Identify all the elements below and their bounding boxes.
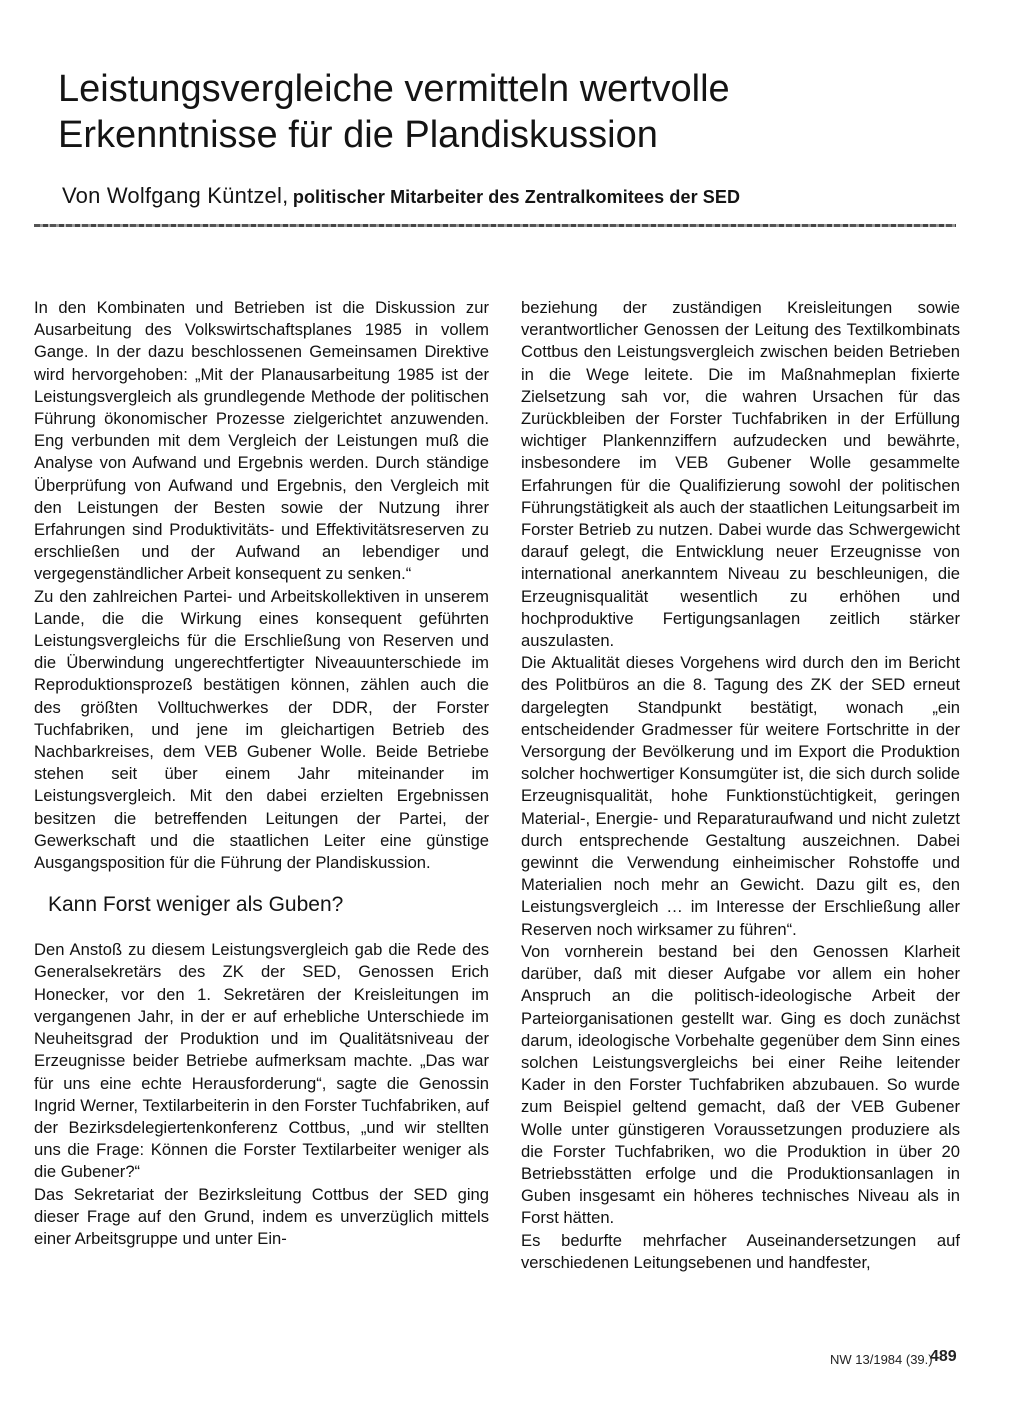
section-heading: Kann Forst weniger als Guben? — [48, 893, 344, 917]
right-paragraph-3: Von vornherein bestand bei den Genossen Klarheit darüber, daß mit dieser Aufgabe vor allem ein hoher Anspruch an die politisch-ideologische Arbeit der Parteiorganisationen gestellt war. Ging es doch zunächst darum, ideologische Vorbehalte gegenüber dem Sinn eines solchen Leistungsvergleichs bei einer Reihe leitender Kader in den Forster Tuchfabriken abzubauen. So wurde zum Beispiel geltend gemacht, daß der VEB Gubener Wolle unter günstigeren Voraussetzungen produziere als die Forster Tuchfabriken, wo die Produktion in über 20 Betriebsstätten erfolge und die Produktionsanlagen in Guben insgesamt ein höheres technisches Niveau als in Forst hätten. — [521, 941, 960, 1228]
left-paragraph-1: In den Kombinaten und Betrieben ist die Diskussion zur Ausarbeitung des Volkswirtschaftsplanes 1985 in vollem Gange. In der dazu beschlossenen Gemeinsamen Direktive wird hervorgehoben: „Mit der Planausarbeitung 1985 ist der Leistungsvergleich als grundlegende Methode der politischen Führung ökonomischer Prozesse zielgerichtet anzuwenden. Eng verbunden mit dem Vergleich der Leistungen muß die Analyse von Aufwand und Ergebnis werden. Durch ständige Überprüfung von Aufwand und Ergebnis, den Vergleich mit den Leistungen der Besten sowie der Nutzung ihrer Erfahrungen sind Produktivitäts- und Effektivitätsreserven zu erschließen und der Aufwand an lebendiger und vergegenständlicher Arbeit konsequent zu senken.“ — [34, 298, 489, 584]
title-divider — [34, 224, 956, 227]
right-paragraph-2: Die Aktualität dieses Vorgehens wird durch den im Bericht des Politbüros an die 8. Tagung des ZK der SED erneut dargelegten Standpunkt bestätigt, wonach „ein entscheidender Gradmesser für weitere Fortschritte in der Versorgung der Bevölkerung und im Export die Produktion solcher hochwertiger Konsumgüter ist, die sich durch solide Erzeugnisqualität, hohe Funktionstüchtigkeit, geringen Material-, Energie- und Reparaturaufwand und nicht zuletzt durch entsprechende Gestaltung auszeichnen. Dabei gewinnt die Verwendung einheimischer Rohstoffe und Materialien noch mehr an Gewicht. Dazu gilt es, den Leistungsvergleich … im Interesse der Erschließung aller Reserven noch wirksamer zu führen“. — [521, 653, 960, 939]
left-paragraph-3: Den Anstoß zu diesem Leistungsvergleich gab die Rede des Generalsekretärs des ZK der SED, Genossen Erich Honecker, vor den 1. Sekretären der Kreisleitungen im vergangenen Jahr, in der er auf erhebliche Unterschiede im Neuheitsgrad der Produktion und im Qualitätsniveau der Erzeugnisse beider Betriebe aufmerksam machte. „Das war für uns eine echte Herausforderung“, sagte die Genossin Ingrid Werner, Textilarbeiterin in den Forster Tuchfabriken, auf der Bezirksdelegiertenkonferenz Cottbus, „und wir stellten uns die Frage: Können die Forster Textilarbeiter weniger als die Gubener?“ — [34, 940, 489, 1182]
title-line-2: Erkenntnisse für die Plandiskussion — [58, 114, 658, 156]
title-line-1: Leistungsvergleiche vermitteln wertvolle — [58, 68, 730, 110]
left-column — [34, 297, 489, 1250]
issue-reference: NW 13/1984 (39.) — [830, 1352, 933, 1367]
article-byline — [62, 183, 962, 209]
byline-role: politischer Mitarbeiter des Zentralkomitees der SED — [292, 187, 741, 207]
byline-author: Von Wolfgang Küntzel, — [62, 183, 289, 208]
right-paragraph-1: beziehung der zuständigen Kreisleitungen sowie verantwortlicher Genossen der Leitung des Textilkombinats Cottbus den Leistungsvergleich zwischen beiden Betrieben in die Wege leitete. Die im Maßnahmeplan fixierte Zielsetzung sah vor, die wahren Ursachen für das Zurückbleiben der Forster Tuchfabriken in der Erfüllung wichtiger Plankennziffern aufzudecken und bewährte, insbesondere im VEB Gubener Wolle gesammelte Erfahrungen für die Qualifizierung sowohl der politischen Führungstätigkeit als auch der staatlichen Leitungsarbeit im Forster Betrieb zu nutzen. Dabei wurde das Schwergewicht darauf gelegt, die Entwicklung neuer Erzeugnisse von international anerkanntem Niveau zu beschleunigen, die Erzeugnisqualität wesentlich zu erhöhen und hochproduktive Fertigungsanlagen zeitlich stärker auszulasten. — [521, 298, 960, 651]
left-paragraph-4: Das Sekretariat der Bezirksleitung Cottbus der SED ging dieser Frage auf den Grund, indem es unverzüglich mittels einer Arbeitsgruppe und unter Ein- — [34, 1184, 489, 1248]
article-title — [58, 66, 958, 158]
left-paragraph-2: Zu den zahlreichen Partei- und Arbeitskollektiven in unserem Lande, die die Wirkung eines konsequent geführten Leistungsvergleichs für die Erschließung von Reserven und die Überwindung ungerechtfertigter Niveauunterschiede im Reproduktionsprozeß bestätigen können, zählen auch die des größten Volltuchwerkes der DDR, der Forster Tuchfabriken, und jene im gleichartigen Betrieb des Nachbarkreises, dem VEB Gubener Wolle. Beide Betriebe stehen seit über einem Jahr miteinander im Leistungsvergleich. Mit den dabei erzielten Ergebnissen besitzen die betreffenden Leitungen der Partei, der Gewerkschaft und die staatlichen Leiter eine günstige Ausgangsposition für die Führung der Plandiskussion. — [34, 586, 489, 873]
right-paragraph-4: Es bedurfte mehrfacher Auseinandersetzungen auf verschiedenen Leitungsebenen und handfester, — [521, 1230, 960, 1272]
right-column — [521, 297, 960, 1274]
page-number: 489 — [930, 1348, 957, 1365]
